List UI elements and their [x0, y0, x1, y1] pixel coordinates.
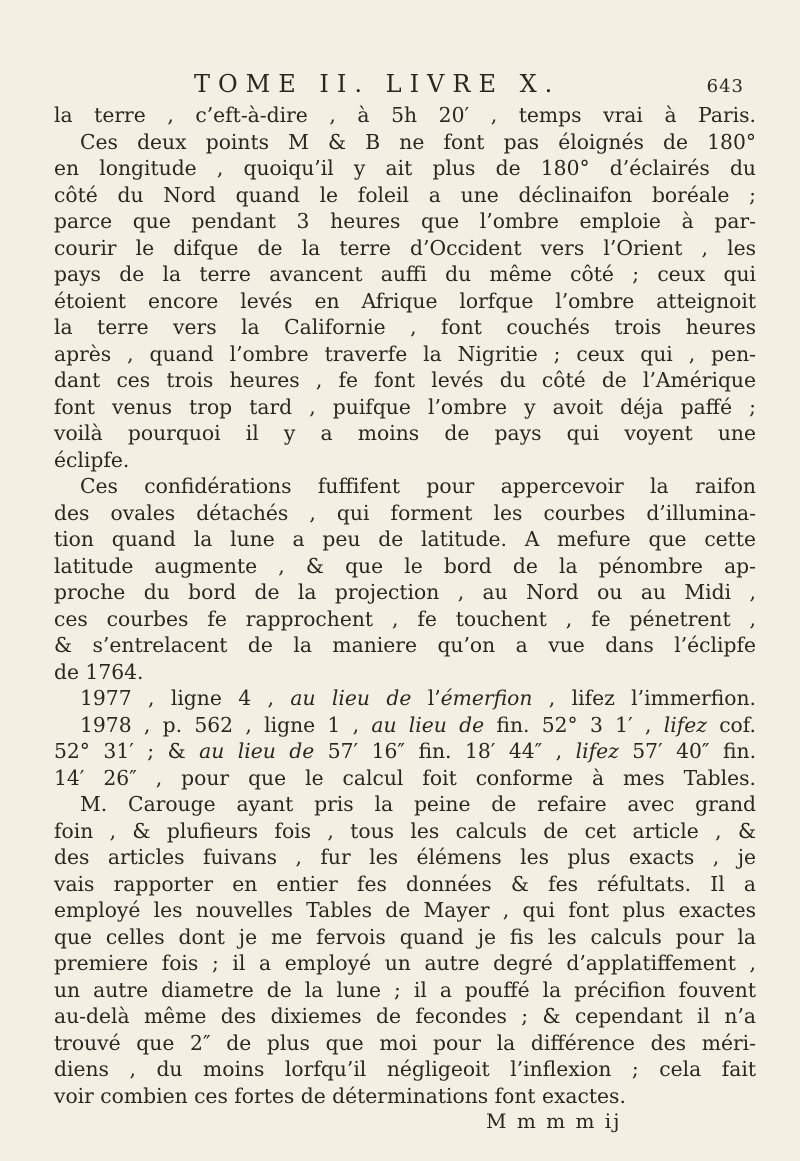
text-line: diens , du moins lorfqu’il négligeoit l’inflexion ; cela fait: [54, 1057, 756, 1081]
paragraph-3: [54, 791, 756, 1109]
errata-text: 57′ 16″ fin. 18′ 44″ ,: [314, 739, 576, 763]
text-line: étoient encore levés en Afrique lorfque l’ombre atteignoit: [54, 288, 756, 313]
text-line: trouvé que 2″ de plus que moi pour la différence des méri-: [54, 1030, 756, 1055]
text-line: la terre , c’eft-à-dire , à 5h 20′ , temps vrai à Paris.: [54, 103, 756, 127]
text-line: pays de la terre avancent auffi du même côté ; ceux qui: [54, 262, 756, 286]
text-line: dant ces trois heures , fe font levés du côté de l’Amérique: [54, 368, 756, 392]
errata-line: [54, 738, 756, 765]
text-line: & s’entrelacent de la maniere qu’on a vue dans l’éclipfe: [54, 633, 756, 657]
errata-text: cof.: [706, 712, 756, 737]
text-line: font venus trop tard , puifque l’ombre y avoit déja paffé ;: [54, 394, 756, 419]
paragraph-2: [54, 473, 756, 685]
text-line: voilà pourquoi il y a moins de pays qui voyent une: [54, 421, 756, 445]
text-line: ces courbes fe rapprochent , fe touchent , fe pénetrent ,: [54, 606, 756, 631]
errata-text: fin. 52° 3 1′ ,: [484, 712, 664, 737]
page-number: 643: [706, 76, 744, 97]
errata-paragraph: [54, 685, 756, 791]
text-line: des articles fuivans , fur les élémens les plus exacts , je: [54, 845, 756, 869]
errata-italic: lifez: [663, 712, 707, 737]
errata-line: [54, 685, 756, 712]
errata-italic: au lieu de: [371, 712, 485, 737]
text-line: de 1764.: [54, 659, 144, 684]
errata-text: 1978 , p. 562 , ligne 1 ,: [80, 712, 372, 737]
text-line: la terre vers la Californie , font couchés trois heures: [54, 315, 756, 339]
errata-italic: lifez: [575, 739, 619, 763]
errata-text: 1977 , ligne 4 ,: [80, 686, 291, 710]
errata-italic: au lieu de: [290, 686, 412, 710]
errata-text: l’: [411, 686, 441, 710]
text-line: côté du Nord quand le foleil a une déclinaifon boréale ;: [54, 182, 756, 207]
signature-mark: M m m m ij: [486, 1109, 622, 1133]
text-line: en longitude , quoiqu’il y ait plus de 180° d’éclairés du: [54, 156, 756, 180]
errata-text: 57′ 40″ fin.: [618, 739, 757, 763]
errata-italic: au lieu de: [199, 739, 315, 763]
body-text: [54, 102, 756, 1109]
text-line: éclipfe.: [54, 447, 130, 472]
text-line: Ces deux points M & B ne font pas éloignés de 180°: [80, 129, 756, 154]
text-line: des ovales détachés , qui forment les courbes d’illumina-: [54, 500, 756, 525]
errata-text: 52° 31′ ; &: [54, 739, 200, 763]
text-line: foin , & plufieurs fois , tous les calculs de cet article , &: [54, 818, 756, 843]
text-line: Ces confidérations fuffifent pour appercevoir la raifon: [80, 474, 756, 498]
text-line: après , quand l’ombre traverfe la Nigritie ; ceux qui , pen-: [54, 341, 756, 366]
text-line: parce que pendant 3 heures que l’ombre emploie à par-: [54, 209, 756, 233]
text-line: voir combien ces fortes de déterminations font exactes.: [54, 1083, 626, 1108]
text-line: latitude augmente , & que le bord de la pénombre ap-: [54, 553, 756, 578]
text-line: courir le difque de la terre d’Occident vers l’Orient , les: [54, 235, 756, 260]
text-line: premiere fois ; il a employé un autre degré d’applatiffement ,: [54, 951, 756, 975]
errata-italic: émerfion: [440, 686, 533, 710]
text-line: un autre diametre de la lune ; il a pouffé la précifion fouvent: [54, 977, 756, 1002]
errata-line: [54, 712, 756, 739]
text-line: employé les nouvelles Tables de Mayer , qui font plus exactes: [54, 898, 756, 922]
text-line: que celles dont je me fervois quand je fis les calculs pour la: [54, 924, 756, 949]
running-title: TOME II. LIVRE X.: [194, 70, 561, 98]
text-line: tion quand la lune a peu de latitude. A mefure que cette: [54, 527, 756, 551]
text-line: vais rapporter en entier fes données & fes réfultats. Il a: [54, 871, 756, 896]
errata-text: , lifez l’immerfion.: [532, 686, 756, 710]
text-line: au-delà même des dixiemes de fecondes ; & cependant il n’a: [54, 1004, 756, 1028]
errata-line: 14′ 26″ , pour que le calcul foit conforme à mes Tables.: [54, 765, 756, 790]
paragraph-1: [54, 102, 756, 473]
text-line: M. Carouge ayant pris la peine de refaire avec grand: [80, 792, 756, 816]
running-header: [54, 70, 756, 102]
text-line: proche du bord de la projection , au Nord ou au Midi ,: [54, 580, 756, 604]
